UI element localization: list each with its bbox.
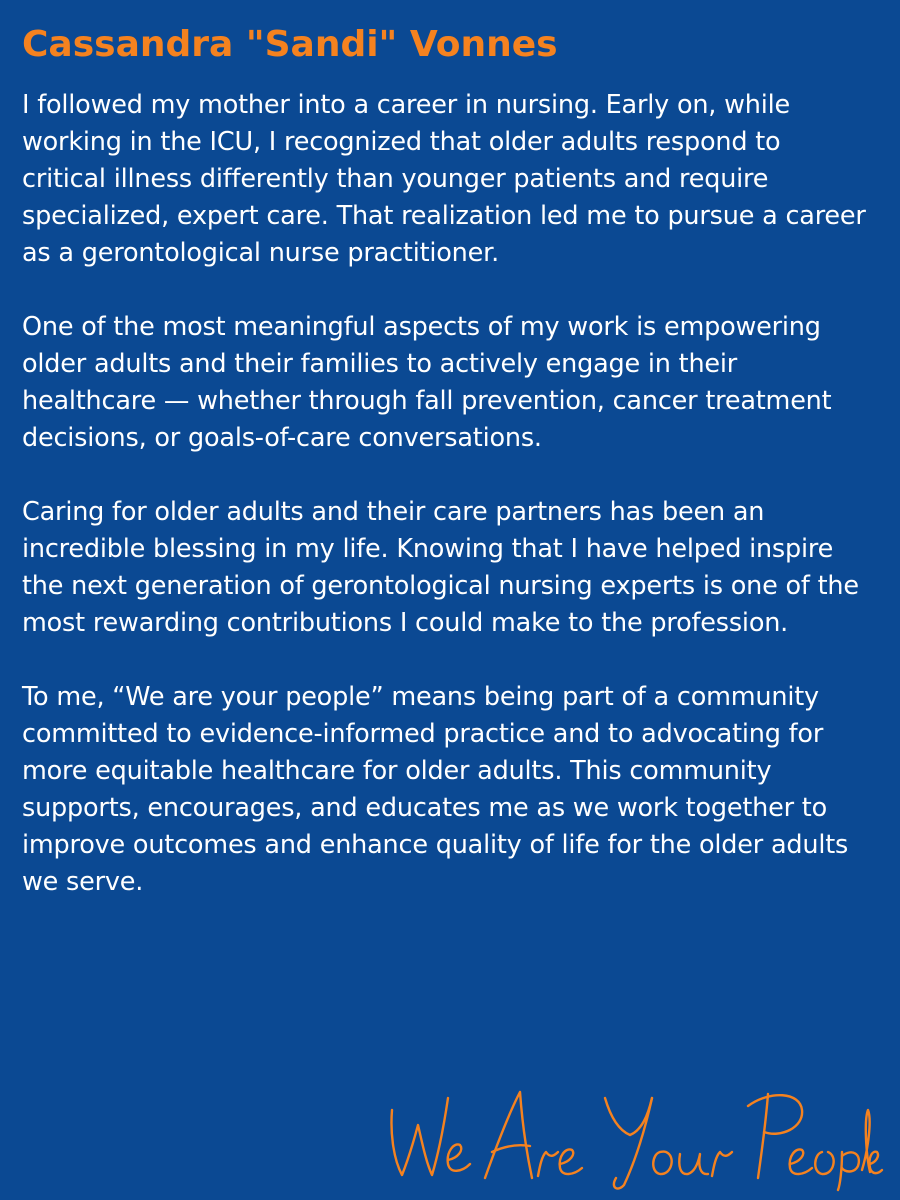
paragraph-4: To me, “We are your people” means being part of a community committed to evidence-informed practice and to advocating for more equitable healthcare for older adults. This community supports, encourages, and educates me as we work together to improve outcomes and enhance quality of life for the older adults we serve.: [22, 682, 849, 897]
paragraph-1: I followed my mother into a career in nursing. Early on, while working in the ICU, I recognized that older adults respond to critical illness differently than younger patients and require specialized, expert care. That realization led me to pursue a career as a gerontological nurse practitioner.: [22, 90, 866, 268]
profile-name: Cassandra "Sandi" Vonnes: [22, 24, 558, 65]
paragraph-2: One of the most meaningful aspects of my work is empowering older adults and their families to actively engage in their healthcare — whether through fall prevention, cancer treatment decisions, or goals-of-care conversations.: [22, 312, 832, 453]
signature-script-graphic: [380, 1080, 880, 1190]
we-are-your-people-signature: [380, 1080, 880, 1190]
testimonial-body: [22, 87, 872, 901]
paragraph-3: Caring for older adults and their care partners has been an incredible blessing in my life. Knowing that I have helped inspire the next generation of gerontological nursing experts is one of the most rewarding contributions I could make to the profession.: [22, 497, 859, 638]
